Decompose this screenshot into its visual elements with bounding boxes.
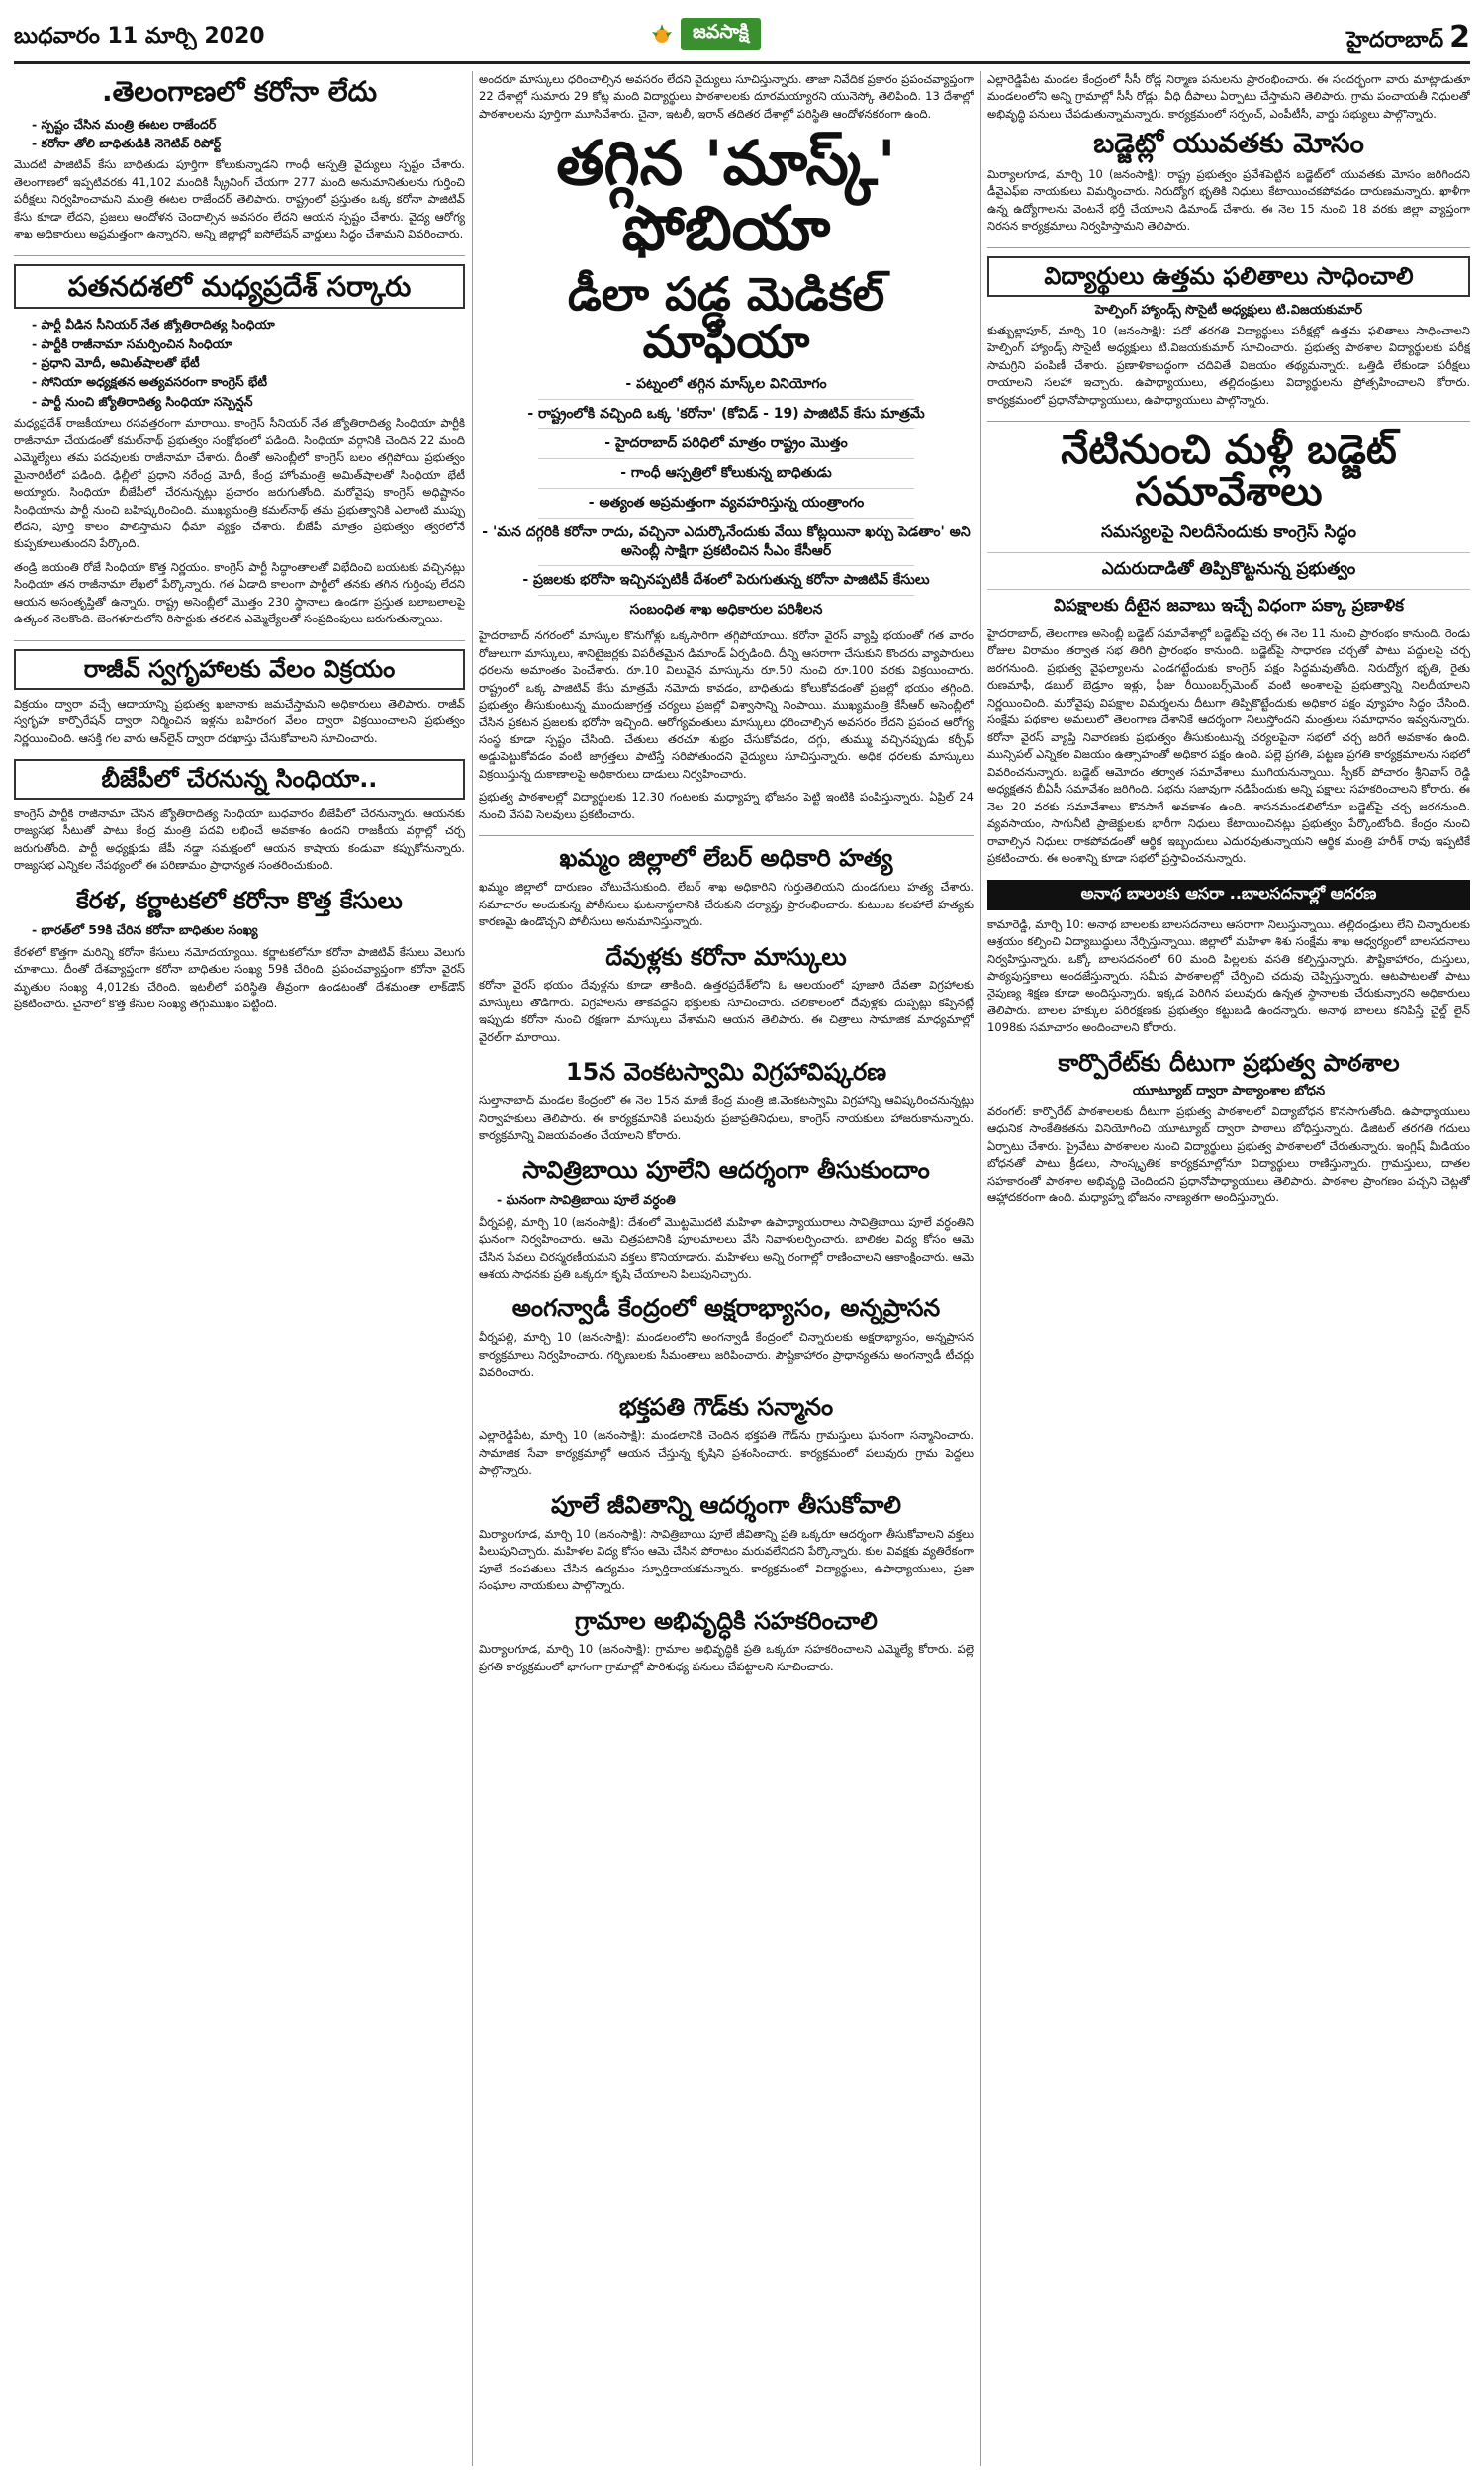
bullet: - సోనియా అధ్యక్షతన అత్యవసరంగా కాంగ్రెస్ భేటీ: [32, 374, 268, 390]
story-body: వరంగల్: కార్పొరేట్ పాఠశాలలకు దీటుగా ప్రభుత్వ పాఠశాలలో విద్యాబోధన కొనసాగుతోంది. ఉపాధ్యాయులు ఆధునిక సాంకేతికతను వినియోగించి యూట్యూబ్ ద్వారా పాఠాలు బోధిస్తున్నారు. డిజిటల్ తరగతి గదులు ఏర్పాటు చేశారు. ప్రైవేటు పాఠశాలల నుంచి విద్యార్థులు ప్రభుత్వ పాఠశాలలో చేరుతున్నారు. ఇంగ్లిష్ మీడియం బోధనతో పాటు క్రీడలు, సాంస్కృతిక కార్యక్రమాల్లోనూ విద్యార్థులు రాణిస్తున్నారు. గ్రామస్తులు, దాతల సహకారంతో పాఠశాల అభివృద్ధి చెందిందని ప్రధానోపాధ్యాయులు తెలిపారు. పాఠశాల ప్రాంగణం పచ్చని చెట్లతో ఆహ్లాదకరంగా ఉంది. మధ్యాహ్న భోజనం నాణ్యతగా అందిస్తున్నారు.: [987, 1103, 1470, 1204]
divider: [538, 428, 914, 429]
headline: గ్రామాల అభివృద్ధికి సహకరించాలి: [575, 1606, 878, 1635]
divider: [987, 589, 1470, 590]
edition-city: హైదరాబాద్: [1346, 28, 1444, 52]
story-body: విక్రయం ద్వారా వచ్చే ఆదాయాన్ని ప్రభుత్వ ఖజానాకు జమచేస్తామని అధికారులు తెలిపారు. రాజీవ్ స్వగృహ కార్పొరేషన్ ద్వారా నిర్మించిన ఇళ్లను బహిరంగ వేలం ద్వారా విక్రయించాలని ప్రభుత్వం నిర్ణయించింది. ఆసక్తి గల వారు ఆన్‌లైన్ ద్వారా దరఖాస్తు చేసుకోవాలని సూచించారు.: [14, 696, 465, 745]
column-middle: [479, 71, 974, 2466]
story-budget-sessions: [987, 429, 1470, 868]
story-body: ఎల్లారెడ్డిపేట మండల కేంద్రంలో సీసీ రోడ్ల నిర్మాణ పనులను ప్రారంభించారు. ఈ సందర్భంగా వారు మాట్లాడుతూ మండలంలోని అన్ని గ్రామాల్లో సీసీ రోడ్లు, వీధి దీపాలు ఏర్పాటు చేస్తామని తెలిపారు. గ్రామ పంచాయతీ నిధులతో అభివృద్ధి పనులు చేపడుతున్నామన్నారు. కార్యక్రమంలో సర్పంచ్, ఎంపీటీసీ, వార్డు సభ్యులు పాల్గొన్నారు.: [987, 72, 1470, 121]
story-body: ఖమ్మం జిల్లాలో దారుణం చోటుచేసుకుంది. లేబర్ శాఖ అధికారిని గుర్తుతెలియని దుండగులు హత్య చేశారు. సమాచారం అందుకున్న పోలీసులు ఘటనాస్థలానికి చేరుకుని దర్యాప్తు ప్రారంభించారు. కుటుంబ కలహాలే హత్యకు కారణమై ఉండొచ్చని పోలీసులు అనుమానిస్తున్నారు.: [479, 880, 974, 929]
story-gods-masks: [479, 943, 974, 1047]
story-body: అందరూ మాస్కులు ధరించాల్సిన అవసరం లేదని వైద్యులు సూచిస్తున్నారు. తాజా నివేదిక ప్రకారం ప్రపంచవ్యాప్తంగా 22 దేశాల్లో సుమారు 29 కోట్ల మంది విద్యార్థులు పాఠశాలలకు దూరమయ్యారని యునెస్కో తెలిపింది. 13 దేశాల్లో పాఠశాలలను పూర్తిగా మూసివేశారు. చైనా, ఇటలీ, ఇరాన్ తదితర దేశాల్లో పరిస్థితి ఆందోళనకరంగా ఉంది.: [479, 72, 974, 121]
story-body: మిర్యాలగూడ, మార్చి 10 (జనంసాక్షి): గ్రామాల అభివృద్ధికి ప్రతి ఒక్కరూ సహకరించాలని ఎమ్మెల్యే కోరారు. పల్లె ప్రగతి కార్యక్రమంలో భాగంగా గ్రామాల్లో పారిశుధ్య పనులు చేపట్టాలని సూచించారు.: [479, 1642, 974, 1673]
paper-logo: [649, 18, 761, 50]
issue-date: బుధవారం 11 మార్చి 2020: [14, 24, 265, 48]
story-body: ప్రభుత్వ పాఠశాలల్లో విద్యార్థులకు 12.30 గంటలకు మధ్యాహ్న భోజనం పెట్టి ఇంటికి పంపిస్తున్నారు. ఏప్రిల్ 24 నుంచి వేసవి సెలవులు ప్రకటించారు.: [479, 790, 974, 821]
headline: పతనదశలో మధ్యప్రదేశ్ సర్కారు: [14, 264, 465, 310]
divider: [987, 552, 1470, 553]
bullet: - భారత్‌లో 59కి చేరిన కరోనా బాధితుల సంఖ్య: [32, 922, 258, 938]
bullet: - ప్రజలకు భరోసా ఇచ్చినప్పటికీ దేశంలో పెరుగుతున్న కరోనా పాజిటివ్ కేసులు: [522, 572, 930, 589]
column-divider: [472, 71, 473, 2466]
story-students-results: [987, 256, 1470, 409]
story-scindia-bjp: [14, 759, 465, 875]
story-body: హైదరాబాద్ నగరంలో మాస్కుల కొనుగోళ్లు ఒక్కసారిగా తగ్గిపోయాయి. కరోనా వైరస్ వ్యాప్తి భయంతో గత వారం రోజులుగా మాస్కులు, శానిటైజర్లకు విపరీతమైన డిమాండ్ ఏర్పడింది. దీన్ని ఆసరాగా చేసుకుని కొందరు వ్యాపారులు ధరలను అమాంతం పెంచేశారు. రూ.10 విలువైన మాస్కును రూ.50 నుంచి రూ.100 వరకు విక్రయించారు. రాష్ట్రంలో ఒక్క పాజిటివ్ కేసు మాత్రమే నమోదు కావడం, బాధితుడు కోలుకోవడంతో ప్రజల్లో భయం తగ్గింది. ప్రభుత్వం తీసుకుంటున్న ముందుజాగ్రత్త చర్యలు ప్రజల్లో విశ్వాసాన్ని నింపాయి. ముఖ్యమంత్రి కేసీఆర్ అసెంబ్లీలో చేసిన ప్రకటన ప్రజలకు భరోసా ఇచ్చింది. ఆరోగ్యవంతులు మాస్కులు ధరించాల్సిన అవసరం లేదని ప్రపంచ ఆరోగ్య సంస్థ కూడా స్పష్టం చేసింది. చేతులు తరచూ శుభ్రం చేసుకోవడం, దగ్గు, తుమ్ము వచ్చినప్పుడు కర్చీఫ్ అడ్డుపెట్టుకోవడం వంటి జాగ్రత్తలు పాటిస్తే సరిపోతుందని వైద్యులు సూచిస్తున్నారు. అధిక ధరలకు మాస్కులు విక్రయిస్తున్న దుకాణాలపై అధికారులు దాడులు నిర్వహించారు.: [479, 628, 974, 781]
divider: [538, 399, 914, 400]
bullet: - రాష్ట్రంలోకి వచ్చింది ఒక్క 'కరోనా' (కోవిడ్ - 19) పాజిటివ్ కేసు మాత్రమే: [527, 406, 925, 423]
subheadline: యూట్యూబ్ ద్వారా పాఠ్యాంశాల బోధన: [1132, 1083, 1326, 1098]
divider: [987, 247, 1470, 248]
story-body: తండ్రి జయంతి రోజే సింధియా కొత్త నిర్ణయం. కాంగ్రెస్ పార్టీ సిద్ధాంతాలతో విభేదించి బయటకు వచ్చినట్లు సింధియా తన రాజీనామా లేఖలో పేర్కొన్నారు. గత ఏడాది కాలంగా పార్టీలో తనకు తగిన గుర్తింపు లేదని ఆయన అసంతృప్తితో ఉన్నారు. రాష్ట్ర అసెంబ్లీలో మొత్తం 230 స్థానాలు ఉండగా ప్రస్తుత బలాబలాలపై ఉత్కంఠ నెలకొంది. బెంగళూరులోని రిసార్టుకు తరలిన ఎమ్మెల్యేలతో సంప్రదింపులు జరుగుతున్నాయి.: [14, 559, 465, 626]
story-kerala-karnataka: [14, 887, 465, 1013]
story-rajiv-swagruha: [14, 649, 465, 747]
lead-subheadline: డీలా పడ్డ మెడికల్ మాఫియా: [567, 266, 885, 368]
headline: కార్పొరేట్‌కు దీటుగా ప్రభుత్వ పాఠశాల: [1058, 1048, 1400, 1077]
divider: [538, 518, 914, 519]
bullet: - గాంధీ ఆస్పత్రిలో కోలుకున్న బాధితుడు: [620, 464, 832, 481]
story-body: కరోనా వైరస్ భయం దేవుళ్లను కూడా తాకింది. ఉత్తరప్రదేశ్‌లోని ఓ ఆలయంలో పూజారి దేవతా విగ్రహాలకు మాస్కులు తొడిగారు. విగ్రహాలను తాకవద్దని భక్తులకు సూచించారు. చలికాలంలో దేవుళ్లకు దుప్పట్లు కప్పినట్లే ఇప్పుడు కరోనా నుంచి రక్షణగా మాస్కులు వేశామని ఆయన తెలిపారు. ఈ చిత్రాలు సామాజిక మాధ్యమాల్లో వైరల్‌గా మారాయి.: [479, 978, 974, 1044]
headline: 15న వెంకటస్వామి విగ్రహావిష్కరణ: [565, 1058, 887, 1087]
masthead-rule: [14, 61, 1470, 64]
divider: [14, 640, 465, 641]
story-telangana-no-corona: [14, 75, 465, 243]
story-body: మిర్యాలగూడ, మార్చి 10 (జనంసాక్షి): సావిత్రిబాయి పూలే జీవితాన్ని ప్రతి ఒక్కరూ ఆదర్శంగా తీసుకోవాలని వక్తలు పిలుపునిచ్చారు. మహిళల విద్య కోసం ఆమె చేసిన పోరాటం మరువలేనిదని పేర్కొన్నారు. కుల వివక్షకు వ్యతిరేకంగా పూలే దంపతులు చేసిన ఉద్యమం స్ఫూర్తిదాయకమన్నారు. కార్యక్రమంలో విద్యార్థులు, ఉపాధ్యాయులు, ప్రజా సంఘాల నాయకులు పాల్గొన్నారు.: [479, 1526, 974, 1593]
edition: [1346, 20, 1470, 57]
column-left: [14, 71, 465, 2466]
headline: బీజేపీలో చేరనున్న సింధియా..: [14, 759, 465, 800]
story-anganwadi: [479, 1294, 974, 1380]
story-orphan-children: [987, 880, 1470, 1037]
bullet: - స్పష్టం చేసిన మంత్రి ఈటల రాజేందర్: [32, 116, 217, 132]
story-venkataswamy: [479, 1058, 974, 1144]
headline: రాజీవ్ స్వగృహాలకు వేలం విక్రయం: [14, 649, 465, 690]
lead-story-mask-phobia: [479, 127, 974, 823]
story-savitribai: [479, 1156, 974, 1283]
story-bullets: [14, 315, 465, 411]
story-body: సుల్తానాబాద్ మండల కేంద్రంలో ఈ నెల 15న మాజీ కేంద్ర మంత్రి జి.వెంకటస్వామి విగ్రహాన్ని ఆవిష్కరించనున్నట్లు నిర్వాహకులు తెలిపారు. ఈ కార్యక్రమానికి పలువురు ప్రజాప్రతినిధులు, కాంగ్రెస్ నాయకులు హాజరుకానున్నారు. కార్యక్రమాన్ని విజయవంతం చేయాలని కోరారు.: [479, 1094, 974, 1142]
story-body: హైదరాబాద్, తెలంగాణ అసెంబ్లీ బడ్జెట్ సమావేశాల్లో బడ్జెట్‌పై చర్చ ఈ నెల 11 నుంచి ప్రారంభం కానుంది. రెండు రోజుల విరామం తర్వాత సభ తిరిగి ప్రారంభం కానుంది. బడ్జెట్‌పై సాధారణ చర్చతో పాటు పద్దులపై చర్చ జరగనుంది. ప్రభుత్వ వైఫల్యాలను ఎండగట్టేందుకు కాంగ్రెస్ పక్షం సిద్ధమవుతోంది. నిరుద్యోగ భృతి, రైతు రుణమాఫీ, డబుల్ బెడ్రూం ఇళ్లు, ఫీజు రీయింబర్స్‌మెంట్ వంటి అంశాలపై ప్రభుత్వాన్ని నిలదీయాలని నిర్ణయించింది. మరోవైపు విపక్షాల విమర్శలను దీటుగా తిప్పికొట్టేందుకు అధికార పక్షం వ్యూహం సిద్ధం చేసింది. సంక్షేమ పథకాల అమలులో తెలంగాణ దేశానికే ఆదర్శంగా నిలుస్తోందని మంత్రులు సమాధానం ఇవ్వనున్నారు. కరోనా వైరస్ వ్యాప్తి నివారణకు ప్రభుత్వం తీసుకుంటున్న చర్యలపైనా సభలో చర్చ జరిగే అవకాశం ఉంది. మున్సిపల్ ఎన్నికల విజయం ఉత్సాహంతో అధికార పక్షం ఉంది. పల్లె ప్రగతి, పట్టణ ప్రగతి కార్యక్రమాలను సభలో వివరించనున్నారు. బడ్జెట్ ఆమోదం తర్వాత సమావేశాలు ముగియనున్నాయి. స్పీకర్ పోచారం శ్రీనివాస్ రెడ్డి అధ్యక్షతన బీఏసీ సమావేశం జరిగింది. సభను సజావుగా నడిపేందుకు అన్ని పక్షాలు సహకరించాలని కోరారు. ఈ నెల 20 వరకు సమావేశాలు కొనసాగే అవకాశం ఉంది. శాసనమండలిలోనూ బడ్జెట్‌పై చర్చ జరగనుంది. వ్యవసాయం, సాగునీటి ప్రాజెక్టులకు భారీగా నిధులు కేటాయించినట్లు ప్రభుత్వం పేర్కొంటోంది. కేంద్రం నుంచి రావాల్సిన నిధులు రాకపోవడంతో ఆర్థిక ఇబ్బందులు ఎదురవుతున్నాయని ఆర్థిక మంత్రి హరీశ్ రావు ఇప్పటికే ప్రకటించారు. ఈ అంశాన్ని కూడా సభలో ప్రస్తావించనున్నారు.: [987, 626, 1470, 866]
divider: [538, 595, 914, 596]
headline: బడ్జెట్లో యువతకు మోసం: [1093, 127, 1364, 160]
column-divider: [980, 71, 981, 2466]
headline: దేవుళ్లకు కరోనా మాస్కులు: [605, 942, 847, 971]
divider: [479, 835, 974, 836]
subheadline: సమస్యలపై నిలదీసేందుకు కాంగ్రెస్ సిద్ధం: [1100, 523, 1357, 543]
lead-headline: తగ్గిన 'మాస్క్' ఫోబియా: [556, 127, 896, 264]
divider: [14, 255, 465, 256]
lead-bullets: [479, 375, 974, 619]
story-body: వీర్నపల్లి, మార్చి 10 (జనంసాక్షి): మండలంలోని అంగన్వాడీ కేంద్రంలో చిన్నారులకు అక్షరాభ్యాసం, అన్నప్రాసన కార్యక్రమాలు నిర్వహించారు. గర్భిణులకు సీమంతాలు జరిపించారు. పౌష్టికాహారం ప్రాధాన్యతను అంగన్వాడీ టీచర్లు వివరించారు.: [479, 1330, 974, 1380]
story-body: మొదటి పాజిటివ్ కేసు బాధితుడు పూర్తిగా కోలుకున్నాడని గాంధీ ఆస్పత్రి వైద్యులు స్పష్టం చేశారు. తెలంగాణలో ఇప్పటివరకు 41,102 మందికి స్క్రీనింగ్ చేయగా 277 మంది అనుమానితులను గుర్తించి పరీక్షలు నిర్వహించామని మంత్రి ఈటల రాజేందర్ తెలిపారు. రాష్ట్రంలో ప్రస్తుతం ఒక్క కరోనా పాజిటివ్ కేసు కూడా లేదని, ప్రజలు ఆందోళన చెందాల్సిన అవసరం లేదని ఆయన స్పష్టం చేశారు. వైద్య ఆరోగ్య శాఖ అధికారులు అప్రమత్తంగా ఉన్నారని, అన్ని జిల్లాల్లో ఐసోలేషన్ వార్డులు సిద్ధం చేశామని వివరించారు.: [14, 157, 465, 241]
story-bullets: [479, 1190, 974, 1209]
story-bullets: [14, 115, 465, 153]
headline: సావిత్రిబాయి పూలేని ఆదర్శంగా తీసుకుందాం: [522, 1156, 930, 1185]
column-right: [987, 71, 1470, 2466]
story-body: వీర్నపల్లి, మార్చి 10 (జనంసాక్షి): దేశంలో మొట్టమొదటి మహిళా ఉపాధ్యాయురాలు సావిత్రిబాయి పూలే వర్ధంతిని ఘనంగా నిర్వహించారు. ఆమె చిత్రపటానికి పూలమాలలు వేసి నివాళులర్పించారు. బాలికల విద్య కోసం ఆమె చేసిన సేవలు చిరస్మరణీయమని వక్తలు కొనియాడారు. మహిళలు అన్ని రంగాల్లో రాణించాలని ఆకాంక్షించారు. ఆమె ఆశయ సాధనకు ప్రతి ఒక్కరూ కృషి చేయాలని పిలుపునిచ్చారు.: [479, 1214, 974, 1282]
divider: [538, 565, 914, 566]
bullet: - పార్టీ నుంచి జ్యోతిరాదిత్య సింధియా సస్పెన్షన్: [32, 393, 253, 409]
paper-name: జవసాక్షి: [681, 18, 761, 50]
subheadline: విపక్షాలకు దీటైన జవాబు ఇచ్చే విధంగా పక్కా ప్రణాళిక: [1053, 596, 1405, 617]
headline: .తెలంగాణలో కరోనా లేదు: [101, 75, 378, 108]
headline: భక్తపతి గౌడ్‌కు సన్మానం: [618, 1392, 834, 1421]
bullet: - 'మన దగ్గరికి కరోనా రాదు, వచ్చినా ఎదుర్కొనేందుకు వేయి కోట్లయినా ఖర్చు పెడతాం' అని అసెంబ్లీ సాక్షిగా ప్రకటించిన సీఎం కేసీఆర్: [482, 524, 971, 559]
bullet: - ప్రధాని మోదీ, అమిత్‌షాలతో భేటీ: [32, 355, 200, 371]
story-bullets: [14, 920, 465, 939]
story-felicitation: [479, 1393, 974, 1479]
story-body: మధ్యప్రదేశ్ రాజకీయాలు రసవత్తరంగా మారాయి. కాంగ్రెస్ సీనియర్ నేత జ్యోతిరాదిత్య సింధియా పార్టీకి రాజీనామా చేయడంతో కమల్‌నాథ్ ప్రభుత్వం సంక్షోభంలో పడింది. సింధియా వర్గానికి చెందిన 22 మంది ఎమ్మెల్యేలు తమ పదవులకు రాజీనామా చేశారు. దీంతో అసెంబ్లీలో కాంగ్రెస్ బలం తగ్గిపోయి ప్రభుత్వం మైనారిటీలో పడింది. ఢిల్లీలో ప్రధాని నరేంద్ర మోదీ, కేంద్ర హోంమంత్రి అమిత్‌షాలతో సింధియా భేటీ అయ్యారు. సింధియా బీజేపీలో చేరనున్నట్లు ప్రచారం జరుగుతోంది. మరోవైపు కాంగ్రెస్ అధిష్టానం సింధియాను పార్టీ నుంచి బహిష్కరించింది. ముఖ్యమంత్రి కమల్‌నాథ్ తమ ప్రభుత్వానికి ఎలాంటి ముప్పు లేదని, పూర్తి కాలం పాలిస్తామని ధీమా వ్యక్తం చేశారు. బీజేపీ మాత్రం ప్రభుత్వం త్వరలోనే కుప్పకూలుతుందని పేర్కొంది.: [14, 416, 465, 551]
story-body: కుత్బుల్లాపూర్, మార్చి 10 (జనంసాక్షి): పదో తరగతి విద్యార్థులు పరీక్షల్లో ఉత్తమ ఫలితాలు సాధించాలని హెల్పింగ్ హ్యాండ్స్ సొసైటీ అధ్యక్షులు టి.విజయకుమార్ సూచించారు. ప్రభుత్వ పాఠశాల విద్యార్థులకు పరీక్ష సామగ్రిని పంపిణీ చేశారు. ప్రణాళికాబద్ధంగా చదివితే విజయం తథ్యమన్నారు. ఒత్తిడి లేకుండా పరీక్షలు రాయాలని సలహా ఇచ్చారు. ఉపాధ్యాయులు, తల్లిదండ్రులు విద్యార్థులను ప్రోత్సహించాలని కోరారు. కార్యక్రమంలో ప్రధానోపాధ్యాయులు, ఉపాధ్యాయులు పాల్గొన్నారు.: [987, 323, 1470, 407]
divider: [538, 488, 914, 489]
page-number: 2: [1449, 20, 1470, 54]
story-budget-youth: [987, 127, 1470, 235]
story-phule-life: [479, 1491, 974, 1595]
headline: కేరళ, కర్ణాటకలో కరోనా కొత్త కేసులు: [76, 886, 403, 914]
story-body: కేరళలో కొత్తగా మరిన్ని కరోనా కేసులు నమోదయ్యాయి. కర్ణాటకలోనూ కరోనా పాజిటివ్ కేసులు వెలుగు చూశాయి. దీంతో దేశవ్యాప్తంగా కరోనా బాధితుల సంఖ్య 59కి చేరింది. ప్రపంచవ్యాప్తంగా కరోనా వైరస్ మృతుల సంఖ్య 4,012కు చేరింది. ఇటలీలో పరిస్థితి తీవ్రంగా ఉండటంతో దేశమంతా లాక్‌డౌన్ ప్రకటించారు. చైనాలో కొత్త కేసుల సంఖ్య తగ్గుముఖం పట్టింది.: [14, 944, 465, 1011]
story-body: కాంగ్రెస్ పార్టీకి రాజీనామా చేసిన జ్యోతిరాదిత్య సింధియా బుధవారం బీజేపీలో చేరనున్నారు. ఆయనకు రాజ్యసభ సీటుతో పాటు కేంద్ర మంత్రి పదవి లభించే అవకాశం ఉందని రాజకీయ వర్గాల్లో చర్చ జరుగుతోంది. పార్టీ అధ్యక్షుడు జేపీ నడ్డా సమక్షంలో ఆయన కాషాయ కండువా కప్పుకోనున్నారు. రాజ్యసభ ఎన్నికల నేపథ్యంలో ఈ పరిణామం ప్రాధాన్యత సంతరించుకుంది.: [14, 806, 465, 873]
bullet: - కరోనా తోలి బాధితుడికి నెగెటివ్ రిపోర్ట్: [32, 135, 222, 150]
story-village-development: [479, 1607, 974, 1676]
bullet: - ఘనంగా సావిత్రిబాయి పూలే వర్ధంతి: [497, 1192, 676, 1208]
sun-leaf-icon: [649, 22, 675, 48]
headline-banner: అనాథ బాలలకు ఆసరా ..బాలసదనాల్లో ఆదరణ: [987, 880, 1470, 910]
bullet: - పార్టీకి రాజీనామా సమర్పించిన సింధియా: [32, 335, 232, 351]
bullet: సంబంధిత శాఖ అధికారుల పరిశీలన: [629, 602, 823, 619]
story-body: ఎల్లారెడ్డిపేట, మార్చి 10 (జనంసాక్షి): మండలానికి చెందిన భక్తపతి గౌడ్‌ను గ్రామస్తులు ఘనంగా సన్మానించారు. సామాజిక సేవా కార్యక్రమాల్లో ఆయన చేస్తున్న కృషిని ప్రశంసించారు. కార్యక్రమంలో పలువురు గ్రామ పెద్దలు పాల్గొన్నారు.: [479, 1428, 974, 1477]
divider: [987, 421, 1470, 422]
headline: విద్యార్థులు ఉత్తమ ఫలితాలు సాధించాలి: [987, 256, 1470, 297]
headline: అంగన్వాడీ కేంద్రంలో అక్షరాభ్యాసం, అన్నప్రాసన: [511, 1294, 941, 1323]
story-body: కామారెడ్డి, మార్చి 10: అనాథ బాలలకు బాలసదనాలు ఆసరాగా నిలుస్తున్నాయి. తల్లిదండ్రులు లేని చిన్నారులకు ఆశ్రయం కల్పించి విద్యాబుద్ధులు నేర్పిస్తున్నాయి. జిల్లాలో మహిళా శిశు సంక్షేమ శాఖ ఆధ్వర్యంలో బాలసదనాలు నిర్వహిస్తున్నారు. ఒక్కో బాలసదనంలో 60 మంది పిల్లలకు వసతి కల్పిస్తున్నారు. పౌష్టికాహారం, దుస్తులు, పాఠ్యపుస్తకాలు అందజేస్తున్నారు. సమీప పాఠశాలల్లో చేర్పించి చదువు చెప్పిస్తున్నారు. ఆటపాటలతో పాటు నైపుణ్య శిక్షణ కూడా అందిస్తున్నారు. ఇక్కడ పెరిగిన పలువురు ఉన్నత స్థానాలకు చేరుకున్నారని అధికారులు తెలిపారు. బాలల హక్కుల పరిరక్షణకు ప్రభుత్వం కట్టుబడి ఉందన్నారు. అనాథ బాలలు కనిపిస్తే చైల్డ్ లైన్ 1098కు సమాచారం అందించాలని కోరారు.: [987, 916, 1470, 1035]
headline: నేటినుంచి మళ్లీ బడ్జెట్ సమావేశాలు: [1061, 428, 1397, 516]
bullet: - పార్టీ వీడిన సీనియర్ నేత జ్యోతిరాదిత్య సింధియా: [32, 317, 275, 333]
bullet: - అత్యంత అప్రమత్తంగా వ్యవహరిస్తున్న యంత్రాంగం: [588, 494, 865, 511]
story-government-school: [987, 1049, 1470, 1207]
headline: ఖమ్మం జిల్లాలో లేబర్ అధికారి హత్య: [559, 844, 893, 873]
subheadline: ఎదురుదాడితో తిప్పికొట్టనున్న ప్రభుత్వం: [1101, 559, 1356, 580]
story-mp-government: [14, 264, 465, 628]
story-khammam: [479, 844, 974, 930]
subheadline: హెల్పింగ్ హ్యాండ్స్ సొసైటీ అధ్యక్షులు టి.విజయకుమార్: [1094, 302, 1363, 318]
bullet: - హైదరాబాద్ పరిధిలో మాత్రం రాష్ట్రం మొత్తం: [604, 434, 848, 451]
masthead: [14, 18, 1470, 57]
story-body: మిర్యాలగూడ, మార్చి 10 (జనంసాక్షి): రాష్ట్ర ప్రభుత్వం ప్రవేశపెట్టిన బడ్జెట్‌లో యువతకు మోసం జరిగిందని డీవైఎఫ్ఐ నాయకులు విమర్శించారు. నిరుద్యోగ భృతికి నిధులు కేటాయించకపోవడం దారుణమన్నారు. ఖాళీగా ఉన్న ఉద్యోగాలను వెంటనే భర్తీ చేయాలని డిమాండ్ చేశారు. ఈ నెల 15 నుంచి 18 వరకు జిల్లా వ్యాప్తంగా నిరసన కార్యక్రమాలు నిర్వహిస్తామని తెలిపారు.: [987, 167, 1470, 234]
divider: [538, 458, 914, 459]
headline: పూలే జీవితాన్ని ఆదర్శంగా తీసుకోవాలి: [551, 1490, 901, 1519]
bullet: - పట్నంలో తగ్గిన మాస్క్‌ల వినియోగం: [625, 376, 827, 393]
